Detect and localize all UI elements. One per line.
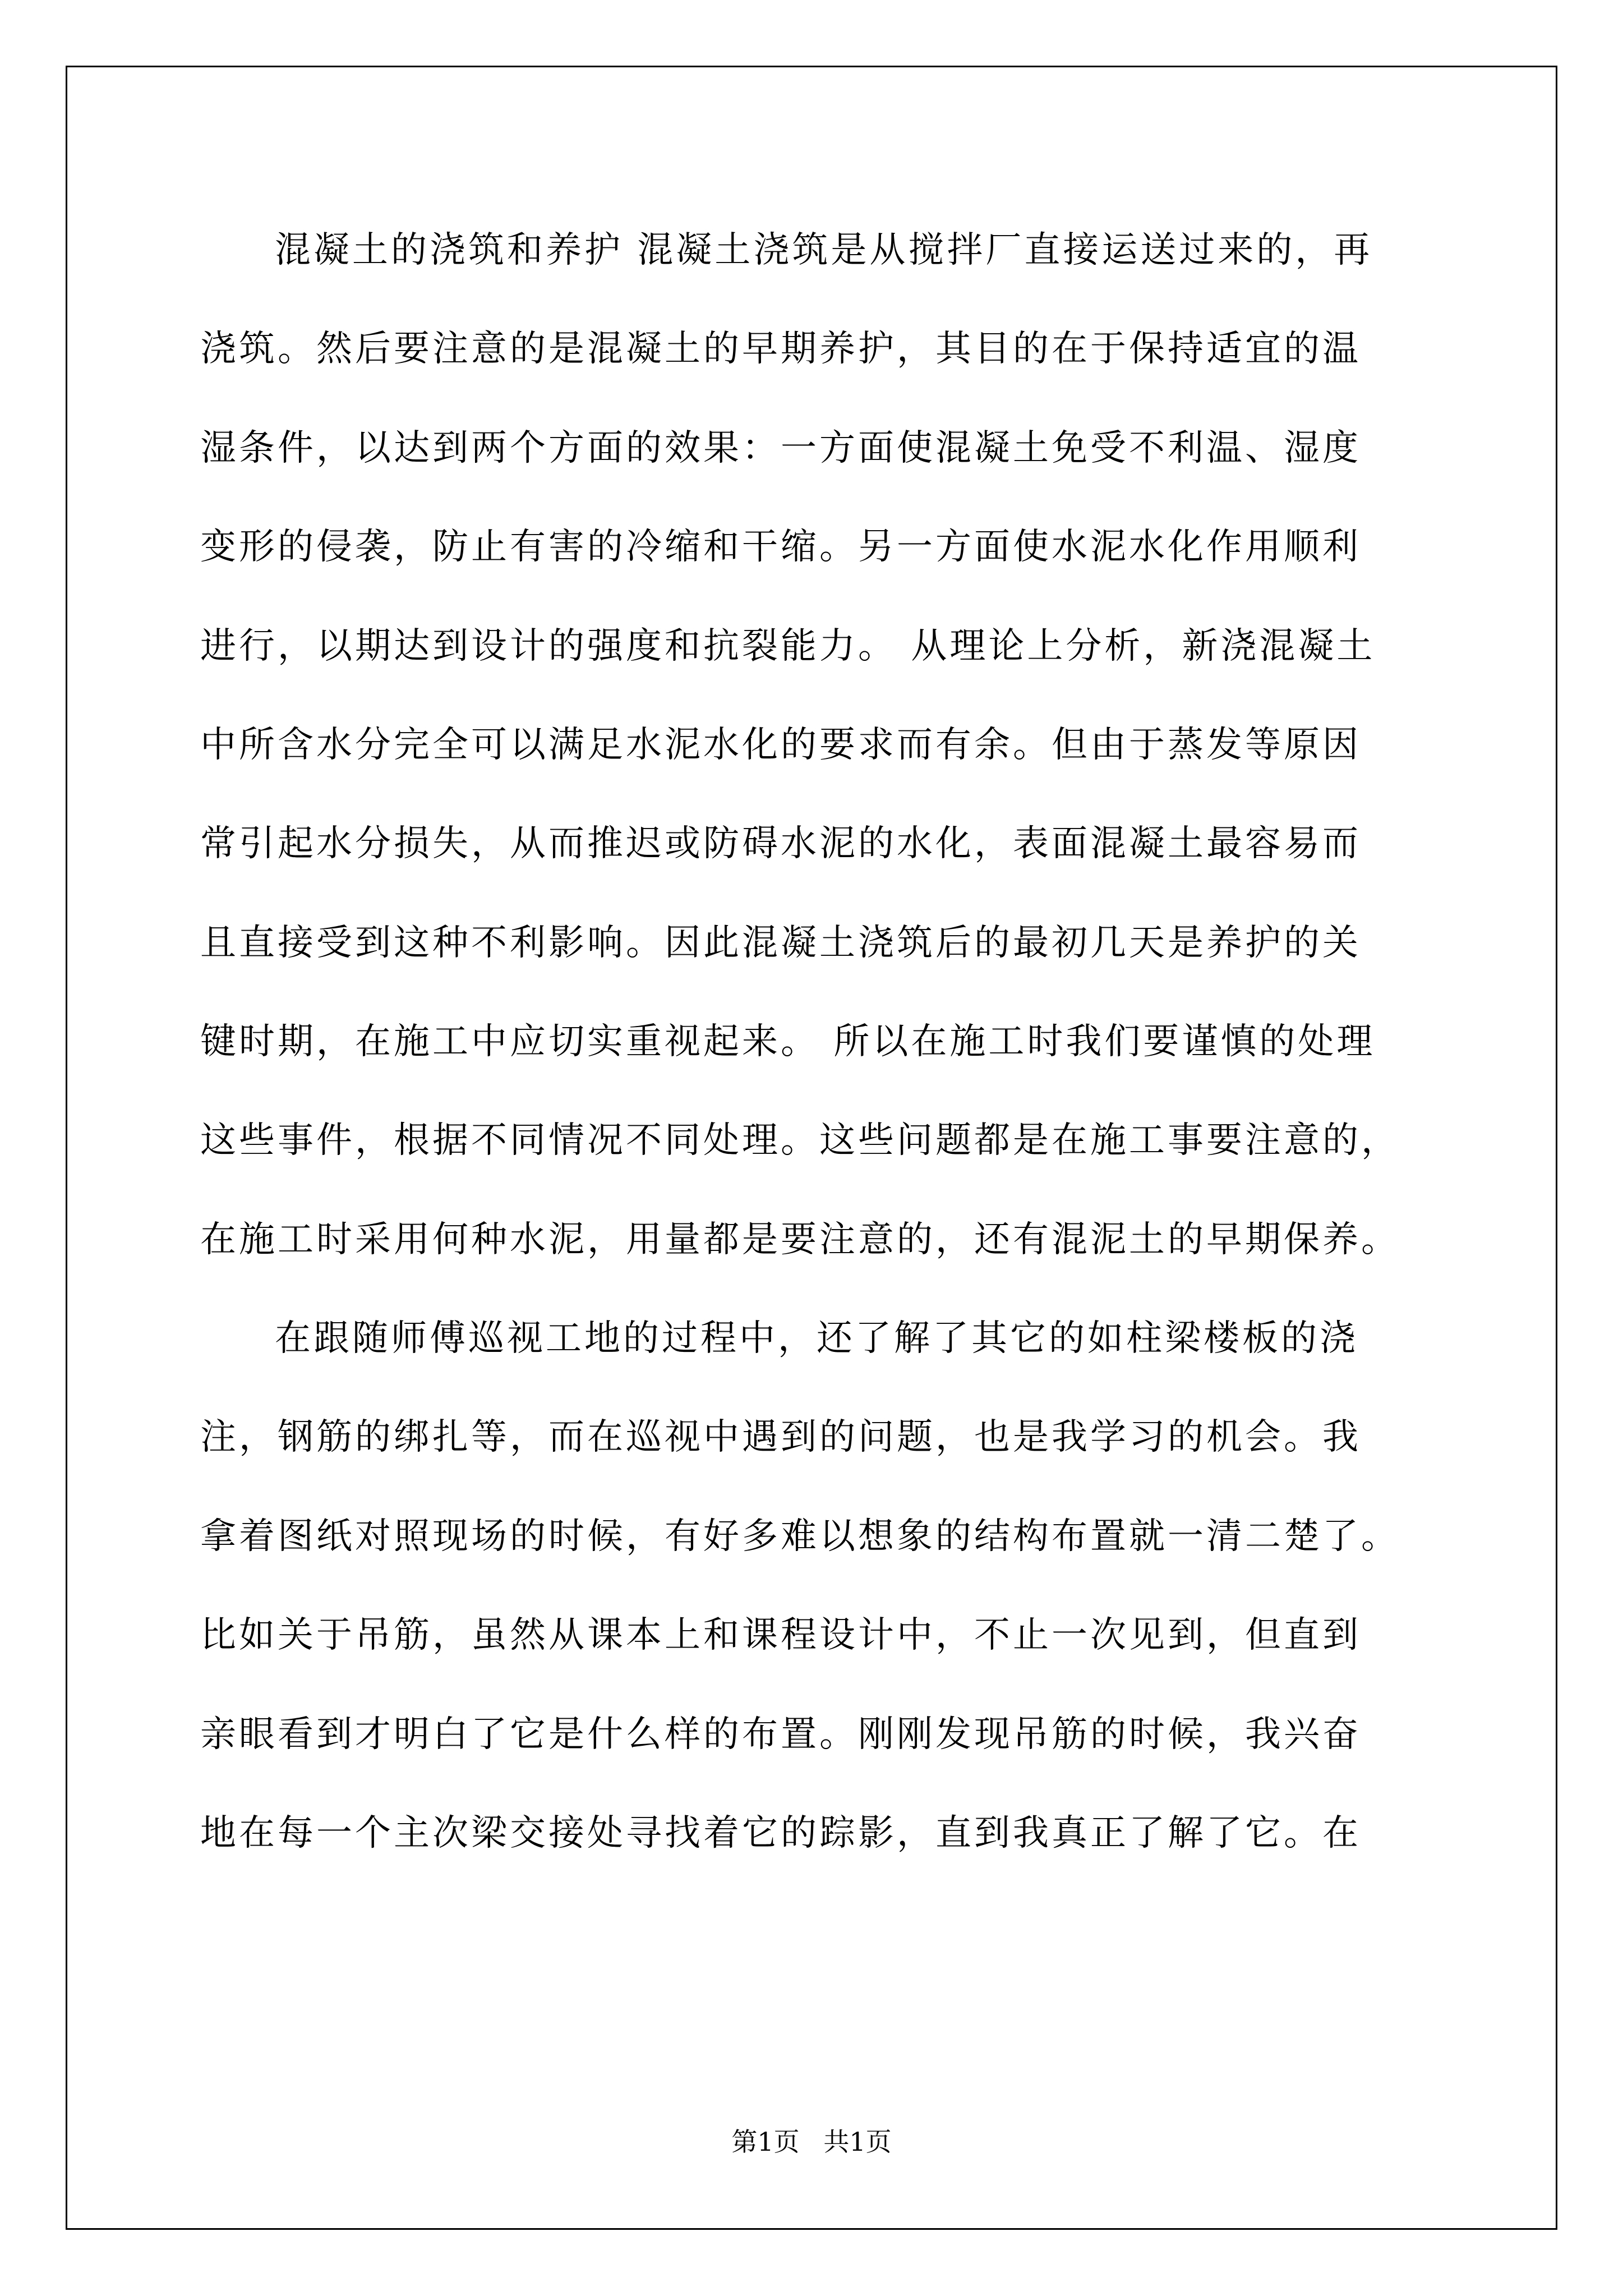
text-line: 这些事件，根据不同情况不同处理。这些问题都是在施工事要注意的， — [200, 1120, 1400, 1161]
page-total: 共1页 — [823, 2127, 892, 2157]
text-line: 进行，以期达到设计的强度和抗裂能力。 从理论上分析，新浇混凝土 — [200, 625, 1376, 667]
text-line: 比如关于吊筋，虽然从课本上和课程设计中，不止一次见到，但直到 — [200, 1614, 1361, 1656]
text-line: 变形的侵袭，防止有害的冷缩和干缩。另一方面使水泥水化作用顺利 — [200, 526, 1361, 568]
text-line: 亲眼看到才明白了它是什么样的布置。刚刚发现吊筋的时候，我兴奋 — [200, 1714, 1361, 1755]
text-line: 中所含水分完全可以满足水泥水化的要求而有余。但由于蒸发等原因 — [200, 724, 1361, 766]
text-line: 拿着图纸对照现场的时候，有好多难以想象的结构布置就一清二楚了。 — [200, 1516, 1400, 1557]
text-line: 湿条件，以达到两个方面的效果：一方面使混凝土免受不利温、湿度 — [200, 427, 1361, 469]
text-line: 在跟随师傅巡视工地的过程中，还了解了其它的如柱梁楼板的浇 — [275, 1318, 1358, 1359]
text-line: 地在每一个主次梁交接处寻找着它的踪影，直到我真正了解了它。在 — [200, 1812, 1361, 1854]
text-line: 常引起水分损失，从而推迟或防碍水泥的水化，表面混凝土最容易而 — [200, 823, 1361, 864]
text-line: 在施工时采用何种水泥，用量都是要注意的，还有混泥土的早期保养。 — [200, 1219, 1400, 1260]
text-line: 且直接受到这种不利影响。因此混凝土浇筑后的最初几天是养护的关 — [200, 922, 1361, 964]
text-line: 浇筑。然后要注意的是混凝土的早期养护，其目的在于保持适宜的温 — [200, 328, 1361, 370]
text-line: 混凝土的浇筑和养护 混凝土浇筑是从搅拌厂直接运送过来的，再 — [275, 229, 1373, 271]
text-line: 注，钢筋的绑扎等，而在巡视中遇到的问题，也是我学习的机会。我 — [200, 1416, 1361, 1458]
page-number: 第1页 — [731, 2127, 800, 2157]
text-line: 键时期，在施工中应切实重视起来。 所以在施工时我们要谨慎的处理 — [200, 1021, 1376, 1062]
page-footer — [0, 2125, 1623, 2159]
